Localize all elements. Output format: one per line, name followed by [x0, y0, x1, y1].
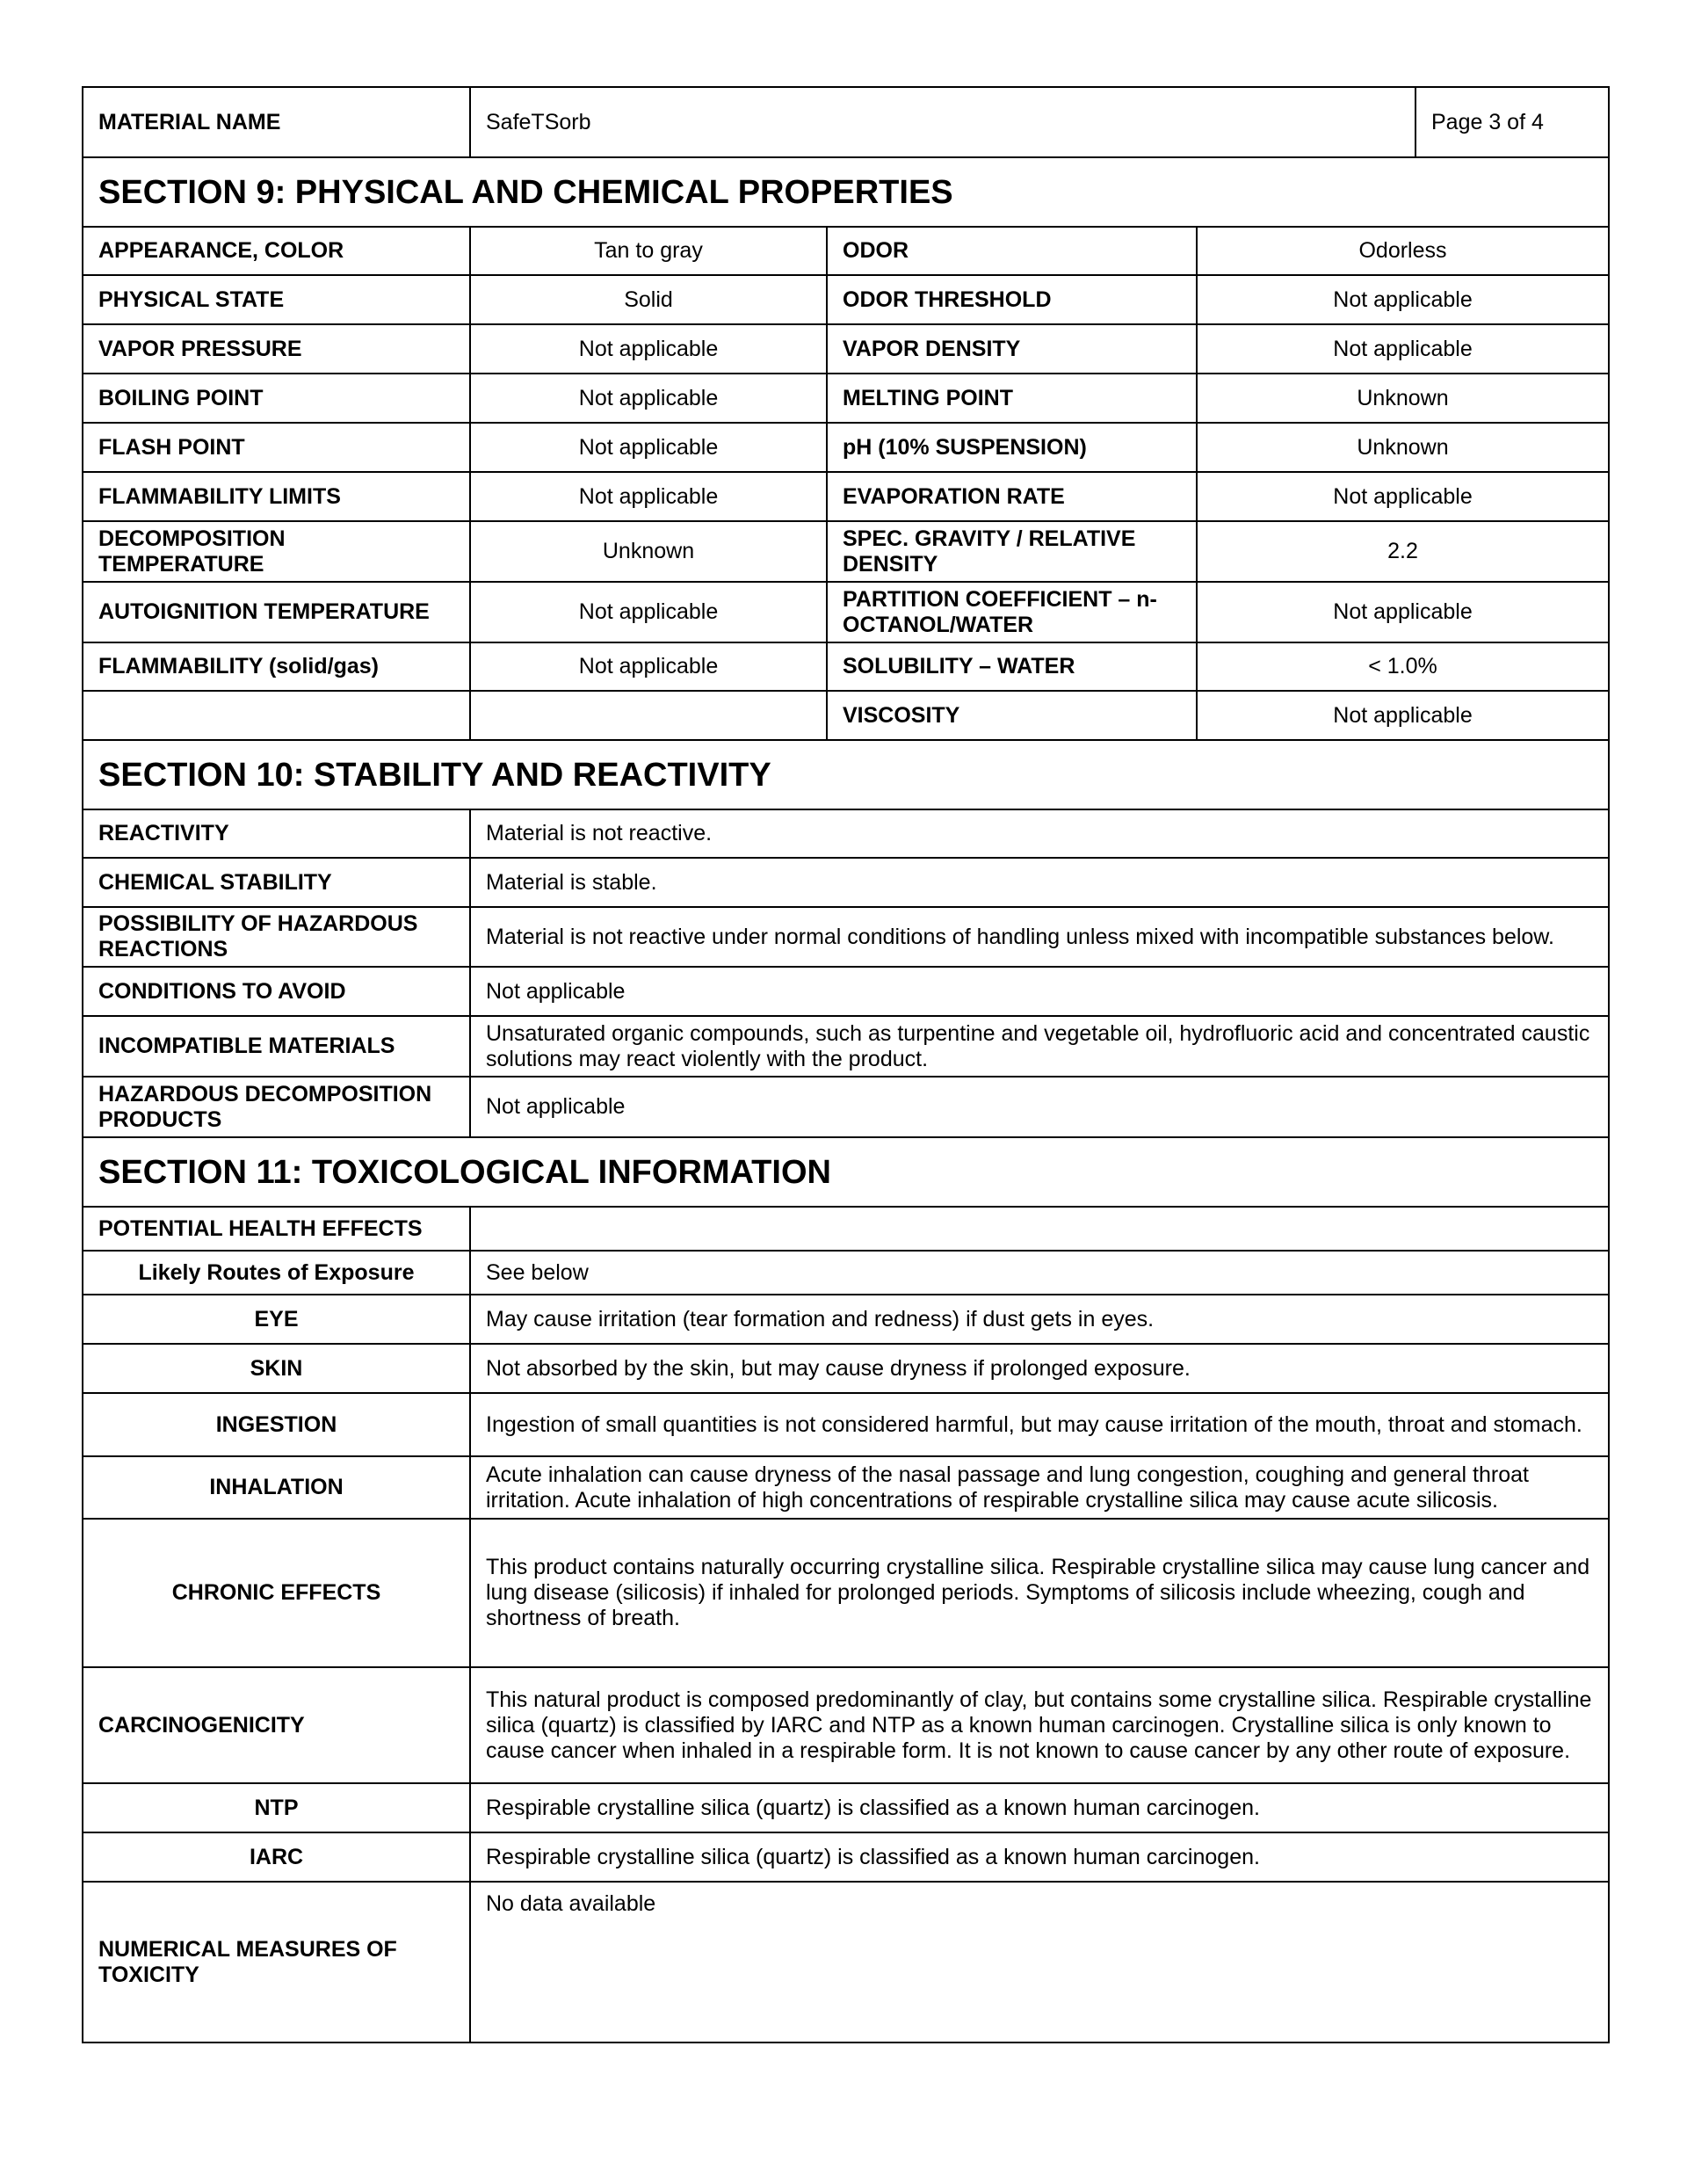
property-row — [83, 324, 1609, 374]
stability-value: Unsaturated organic compounds, such as turpentine and vegetable oil, hydrofluoric acid and concentrated caustic solutions may react violently with the product. — [470, 1016, 1609, 1077]
property-label: FLAMMABILITY LIMITS — [83, 472, 470, 521]
tox-row — [83, 1251, 1609, 1295]
page-number: Page 3 of 4 — [1415, 88, 1608, 156]
numerical-measures-value: No data available — [470, 1882, 1609, 2043]
property-value: Solid — [470, 275, 827, 324]
property-label: ODOR THRESHOLD — [827, 275, 1197, 324]
inhalation-label: INHALATION — [83, 1456, 470, 1519]
property-value: Not applicable — [1197, 275, 1609, 324]
property-label: APPEARANCE, COLOR — [83, 227, 470, 275]
property-value: Unknown — [1197, 374, 1609, 423]
stability-row — [83, 858, 1609, 907]
stability-row — [83, 907, 1609, 967]
property-label: FLAMMABILITY (solid/gas) — [83, 642, 470, 691]
property-row — [83, 691, 1609, 740]
property-label — [83, 691, 470, 740]
chronic-effects-value: This product contains naturally occurring crystalline silica. Respirable crystalline silica may cause lung cancer and lung disease (silicosis) if inhaled for prolonged periods. Symptoms of silicosis include wheezing, cough and shortness of breath. — [470, 1519, 1609, 1667]
stability-label: REACTIVITY — [83, 809, 470, 858]
property-label: PHYSICAL STATE — [83, 275, 470, 324]
property-label: VISCOSITY — [827, 691, 1197, 740]
property-value: Not applicable — [470, 582, 827, 642]
tox-row — [83, 1519, 1609, 1667]
ntp-label: NTP — [83, 1783, 470, 1832]
property-value: Not applicable — [1197, 324, 1609, 374]
property-label: SPEC. GRAVITY / RELATIVE DENSITY — [827, 521, 1197, 582]
property-value: 2.2 — [1197, 521, 1609, 582]
stability-value: Not applicable — [470, 967, 1609, 1016]
property-row — [83, 642, 1609, 691]
stability-label: HAZARDOUS DECOMPOSITION PRODUCTS — [83, 1077, 470, 1137]
sds-table — [82, 86, 1610, 2043]
skin-value: Not absorbed by the skin, but may cause dryness if prolonged exposure. — [470, 1344, 1609, 1393]
property-value: Not applicable — [1197, 472, 1609, 521]
property-value: Not applicable — [470, 642, 827, 691]
property-value: < 1.0% — [1197, 642, 1609, 691]
tox-row — [83, 1882, 1609, 2043]
potential-health-effects-value — [470, 1207, 1609, 1251]
property-row — [83, 374, 1609, 423]
stability-value: Not applicable — [470, 1077, 1609, 1137]
eye-value: May cause irritation (tear formation and redness) if dust gets in eyes. — [470, 1295, 1609, 1344]
property-label: SOLUBILITY – WATER — [827, 642, 1197, 691]
tox-row — [83, 1667, 1609, 1783]
numerical-measures-label: NUMERICAL MEASURES OF TOXICITY — [83, 1882, 470, 2043]
property-row — [83, 582, 1609, 642]
property-row — [83, 472, 1609, 521]
carcinogenicity-label: CARCINOGENICITY — [83, 1667, 470, 1783]
property-row — [83, 227, 1609, 275]
stability-row — [83, 809, 1609, 858]
tox-row — [83, 1832, 1609, 1882]
property-label: pH (10% SUSPENSION) — [827, 423, 1197, 472]
skin-label: SKIN — [83, 1344, 470, 1393]
stability-label: CONDITIONS TO AVOID — [83, 967, 470, 1016]
property-value — [470, 691, 827, 740]
property-row — [83, 423, 1609, 472]
iarc-label: IARC — [83, 1832, 470, 1882]
property-value: Not applicable — [470, 423, 827, 472]
stability-row — [83, 1077, 1609, 1137]
stability-value: Material is not reactive under normal conditions of handling unless mixed with incompatible substances below. — [470, 907, 1609, 967]
material-name-label: MATERIAL NAME — [83, 87, 470, 157]
ntp-value: Respirable crystalline silica (quartz) is classified as a known human carcinogen. — [470, 1783, 1609, 1832]
property-value: Tan to gray — [470, 227, 827, 275]
property-value: Not applicable — [1197, 691, 1609, 740]
property-value: Not applicable — [470, 324, 827, 374]
stability-label: CHEMICAL STABILITY — [83, 858, 470, 907]
stability-label: INCOMPATIBLE MATERIALS — [83, 1016, 470, 1077]
iarc-value: Respirable crystalline silica (quartz) is classified as a known human carcinogen. — [470, 1832, 1609, 1882]
property-label: EVAPORATION RATE — [827, 472, 1197, 521]
property-label: VAPOR PRESSURE — [83, 324, 470, 374]
tox-row — [83, 1295, 1609, 1344]
property-label: PARTITION COEFFICIENT – n-OCTANOL/WATER — [827, 582, 1197, 642]
stability-row — [83, 967, 1609, 1016]
ingestion-label: INGESTION — [83, 1393, 470, 1456]
ingestion-value: Ingestion of small quantities is not considered harmful, but may cause irritation of the mouth, throat and stomach. — [470, 1393, 1609, 1456]
section-11-title: SECTION 11: TOXICOLOGICAL INFORMATION — [83, 1137, 1609, 1207]
section-9-title: SECTION 9: PHYSICAL AND CHEMICAL PROPERTIES — [83, 157, 1609, 227]
property-value: Odorless — [1197, 227, 1609, 275]
routes-label: Likely Routes of Exposure — [83, 1251, 470, 1295]
property-value: Not applicable — [1197, 582, 1609, 642]
property-label: ODOR — [827, 227, 1197, 275]
eye-label: EYE — [83, 1295, 470, 1344]
carcinogenicity-value: This natural product is composed predominantly of clay, but contains some crystalline silica. Respirable crystalline silica (quartz) is classified by IARC and NTP as a known human carcinogen. Crystalline silica is only known to cause cancer when inhaled in a respirable form. It is not known to cause cancer by any other route of exposure. — [470, 1667, 1609, 1783]
stability-row — [83, 1016, 1609, 1077]
property-value: Unknown — [470, 521, 827, 582]
property-label: DECOMPOSITION TEMPERATURE — [83, 521, 470, 582]
property-label: VAPOR DENSITY — [827, 324, 1197, 374]
property-value: Not applicable — [470, 472, 827, 521]
property-row — [83, 521, 1609, 582]
section-10-title: SECTION 10: STABILITY AND REACTIVITY — [83, 740, 1609, 809]
tox-row — [83, 1456, 1609, 1519]
property-label: MELTING POINT — [827, 374, 1197, 423]
routes-value: See below — [470, 1251, 1609, 1295]
property-label: FLASH POINT — [83, 423, 470, 472]
tox-row — [83, 1207, 1609, 1251]
header-row — [83, 87, 1609, 157]
property-value: Not applicable — [470, 374, 827, 423]
property-label: AUTOIGNITION TEMPERATURE — [83, 582, 470, 642]
chronic-effects-label: CHRONIC EFFECTS — [83, 1519, 470, 1667]
tox-row — [83, 1783, 1609, 1832]
property-label: BOILING POINT — [83, 374, 470, 423]
tox-row — [83, 1344, 1609, 1393]
stability-value: Material is not reactive. — [470, 809, 1609, 858]
material-name-value: SafeTSorb — [486, 109, 591, 134]
tox-row — [83, 1393, 1609, 1456]
property-row — [83, 275, 1609, 324]
stability-value: Material is stable. — [470, 858, 1609, 907]
property-value: Unknown — [1197, 423, 1609, 472]
potential-health-effects-label: POTENTIAL HEALTH EFFECTS — [83, 1207, 470, 1251]
inhalation-value: Acute inhalation can cause dryness of the nasal passage and lung congestion, coughing and general throat irritation. Acute inhalation of high concentrations of respirable crystalline silica may cause acute silicosis. — [470, 1456, 1609, 1519]
stability-label: POSSIBILITY OF HAZARDOUS REACTIONS — [83, 907, 470, 967]
material-name-cell — [470, 87, 1609, 157]
